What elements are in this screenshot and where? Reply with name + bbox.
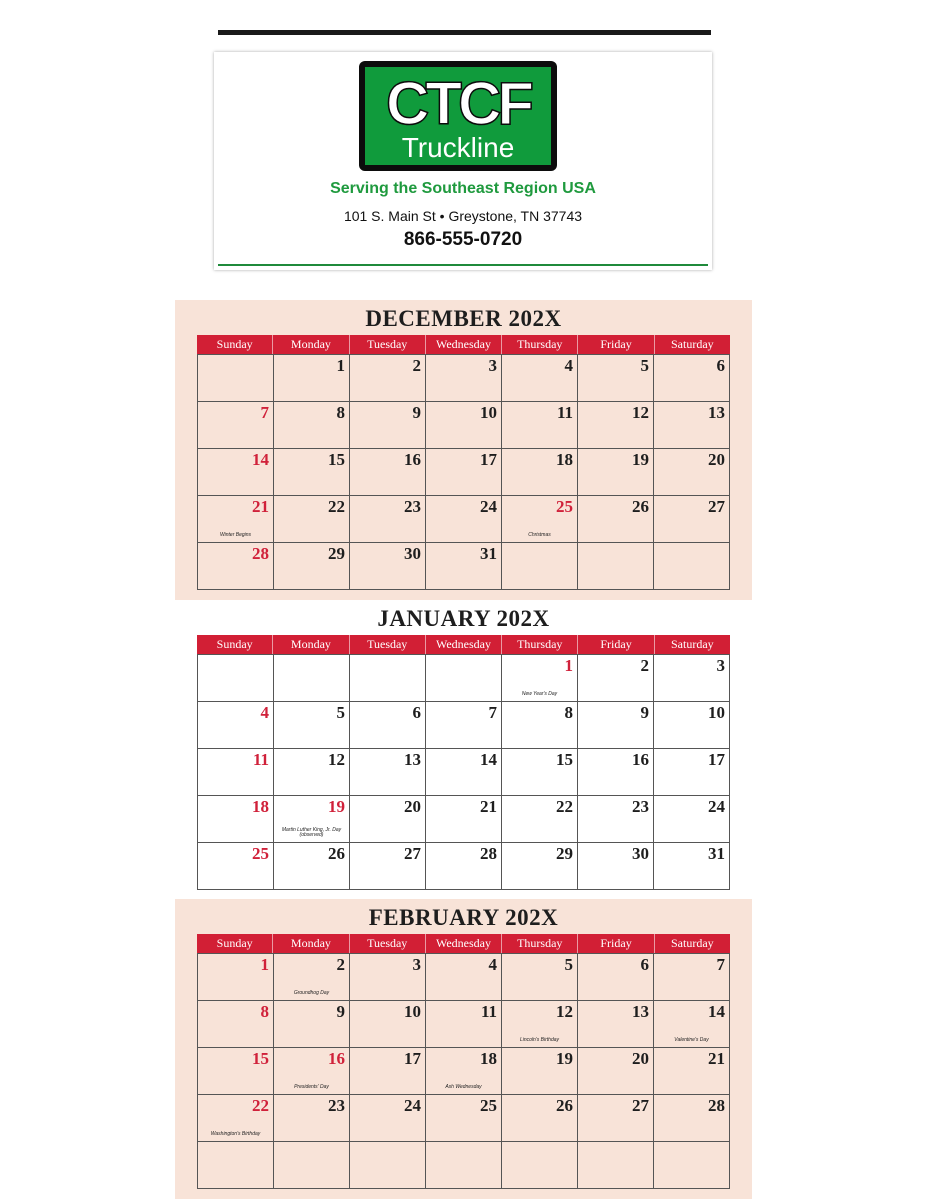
day-number: 25: [480, 1096, 497, 1115]
day-cell: [274, 543, 350, 589]
day-cell: [578, 1095, 654, 1141]
day-cell: [198, 655, 274, 701]
day-number: 3: [488, 356, 497, 375]
weekday-label: Saturday: [671, 337, 714, 351]
day-cell: [654, 1095, 730, 1141]
weeks-container: [197, 354, 730, 590]
holiday-note: Groundhog Day: [293, 990, 330, 996]
day-number: 31: [480, 544, 497, 563]
day-cell: [578, 402, 654, 448]
weekday-label: Saturday: [671, 637, 714, 651]
day-cell: [426, 1048, 502, 1094]
day-cell: [502, 655, 578, 701]
day-number: 10: [404, 1002, 421, 1021]
day-cell: [654, 1048, 730, 1094]
day-cell: [274, 796, 350, 842]
day-cell: [426, 796, 502, 842]
weekday-label: Thursday: [502, 335, 578, 354]
day-number: 8: [336, 403, 345, 422]
day-cell: [350, 796, 426, 842]
week-row: [198, 1142, 730, 1189]
day-cell: [502, 543, 578, 589]
holiday-note: Valentine's Day: [674, 1037, 709, 1043]
day-number: 11: [252, 750, 269, 769]
day-number: 18: [252, 797, 269, 816]
holiday-note: Martin Luther King, Jr. Day (observed): [281, 827, 342, 838]
day-number: 29: [328, 544, 345, 563]
weekday-header-row: [197, 335, 730, 354]
day-cell: [578, 796, 654, 842]
holiday-note: Washington's Birthday: [210, 1131, 261, 1137]
day-number: 23: [328, 1096, 345, 1115]
day-cell: [274, 449, 350, 495]
day-number: 31: [708, 844, 725, 863]
holiday-note: Lincoln's Birthday: [519, 1037, 560, 1043]
day-cell: [274, 1001, 350, 1047]
week-row: [198, 402, 730, 449]
day-number: 23: [632, 797, 649, 816]
day-number: 18: [480, 1049, 497, 1068]
day-number: 23: [404, 497, 421, 516]
day-cell: [198, 449, 274, 495]
week-row: [198, 749, 730, 796]
day-cell: [350, 543, 426, 589]
day-cell: [426, 355, 502, 401]
week-row: [198, 543, 730, 590]
day-number: 25: [252, 844, 269, 863]
weekday-label: Friday: [578, 335, 654, 354]
week-row: [198, 954, 730, 1001]
day-cell: [350, 655, 426, 701]
day-cell: [578, 1001, 654, 1047]
day-cell: [578, 543, 654, 589]
day-number: 10: [480, 403, 497, 422]
day-cell: [198, 496, 274, 542]
day-cell: [350, 1095, 426, 1141]
day-number: 9: [412, 403, 421, 422]
day-cell: [654, 702, 730, 748]
day-cell: [198, 749, 274, 795]
weekday-label: Tuesday: [350, 934, 426, 953]
day-cell: [274, 954, 350, 1000]
day-cell: [426, 1095, 502, 1141]
day-number: 5: [336, 703, 345, 722]
day-cell: [578, 843, 654, 889]
day-cell: [502, 1048, 578, 1094]
weekday-label: Monday: [273, 934, 349, 953]
day-number: 6: [640, 955, 649, 974]
day-number: 4: [260, 703, 269, 722]
weekday-label: Tuesday: [350, 335, 426, 354]
day-number: 26: [632, 497, 649, 516]
day-cell: [198, 1095, 274, 1141]
day-number: 24: [480, 497, 497, 516]
day-cell: [502, 1001, 578, 1047]
day-cell: [654, 954, 730, 1000]
day-number: 22: [328, 497, 345, 516]
holiday-note: Presidents' Day: [294, 1084, 329, 1090]
day-cell: [654, 355, 730, 401]
day-number: 7: [716, 955, 725, 974]
day-number: 4: [564, 356, 573, 375]
day-number: 13: [404, 750, 421, 769]
weekday-label: Thursday: [502, 934, 578, 953]
day-cell: [578, 702, 654, 748]
weekday-label: Tuesday: [350, 635, 426, 654]
weekday-header-row: [197, 635, 730, 654]
day-cell: [198, 1048, 274, 1094]
weekday-label: Wednesday: [426, 635, 502, 654]
day-cell: [654, 796, 730, 842]
day-cell: [350, 1001, 426, 1047]
day-number: 2: [336, 955, 345, 974]
day-cell: [198, 355, 274, 401]
week-row: [198, 449, 730, 496]
logo-wordmark: Truckline: [401, 132, 515, 163]
day-cell: [274, 655, 350, 701]
day-cell: [274, 1142, 350, 1188]
company-address: 101 S. Main St • Greystone, TN 37743: [343, 208, 583, 224]
day-number: 7: [260, 403, 269, 422]
day-cell: [274, 1095, 350, 1141]
month-january: [175, 600, 752, 900]
day-number: 14: [708, 1002, 725, 1021]
day-number: 19: [632, 450, 649, 469]
day-number: 22: [252, 1096, 269, 1115]
day-cell: [502, 954, 578, 1000]
week-row: [198, 1001, 730, 1048]
day-cell: [502, 796, 578, 842]
day-cell: [350, 749, 426, 795]
day-cell: [350, 1142, 426, 1188]
day-cell: [426, 702, 502, 748]
top-divider-bar: [218, 30, 711, 35]
day-number: 17: [480, 450, 497, 469]
day-cell: [426, 843, 502, 889]
day-cell: [502, 449, 578, 495]
day-number: 17: [708, 750, 725, 769]
day-number: 24: [708, 797, 725, 816]
day-cell: [654, 843, 730, 889]
day-number: 2: [640, 656, 649, 675]
day-cell: [274, 1048, 350, 1094]
day-number: 3: [716, 656, 725, 675]
day-cell: [654, 655, 730, 701]
day-number: 4: [488, 955, 497, 974]
day-cell: [426, 655, 502, 701]
day-number: 20: [404, 797, 421, 816]
day-cell: [578, 954, 654, 1000]
day-cell: [198, 702, 274, 748]
day-cell: [502, 1095, 578, 1141]
day-cell: [654, 449, 730, 495]
day-cell: [426, 543, 502, 589]
day-number: 12: [632, 403, 649, 422]
day-number: 18: [556, 450, 573, 469]
day-number: 6: [412, 703, 421, 722]
day-cell: [502, 843, 578, 889]
header-bottom-rule: [218, 264, 708, 266]
holiday-note: New Year's Day: [521, 691, 558, 697]
weekday-label: Friday: [578, 635, 654, 654]
day-number: 17: [404, 1049, 421, 1068]
day-number: 28: [252, 544, 269, 563]
day-cell: [350, 1048, 426, 1094]
day-number: 15: [556, 750, 573, 769]
day-number: 16: [632, 750, 649, 769]
day-number: 21: [480, 797, 497, 816]
calendar-grid: [197, 934, 730, 1189]
company-phone: 866-555-0720: [403, 229, 523, 250]
day-number: 9: [336, 1002, 345, 1021]
day-cell: [654, 749, 730, 795]
weekday-label: Thursday: [502, 635, 578, 654]
weeks-container: [197, 654, 730, 890]
day-cell: [350, 449, 426, 495]
day-cell: [578, 655, 654, 701]
day-number: 26: [328, 844, 345, 863]
day-number: 8: [260, 1002, 269, 1021]
weekday-label: Monday: [273, 335, 349, 354]
day-number: 16: [328, 1049, 345, 1068]
day-number: 9: [640, 703, 649, 722]
day-number: 30: [404, 544, 421, 563]
day-cell: [654, 1001, 730, 1047]
day-number: 25: [556, 497, 573, 516]
day-number: 27: [708, 497, 725, 516]
holiday-note: Christmas: [528, 532, 551, 538]
weekday-label: Monday: [273, 635, 349, 654]
day-cell: [198, 402, 274, 448]
week-row: [198, 1095, 730, 1142]
day-number: 21: [252, 497, 269, 516]
day-cell: [426, 1142, 502, 1188]
day-number: 27: [404, 844, 421, 863]
calendar-grid: [197, 635, 730, 890]
logo-letters: CTCF: [386, 70, 530, 137]
day-cell: [274, 402, 350, 448]
day-cell: [426, 749, 502, 795]
logo-background: [365, 67, 551, 165]
day-cell: [502, 402, 578, 448]
day-cell: [578, 355, 654, 401]
weekday-label: Sunday: [197, 335, 273, 354]
day-cell: [502, 749, 578, 795]
day-number: 24: [404, 1096, 421, 1115]
day-number: 15: [252, 1049, 269, 1068]
day-number: 13: [632, 1002, 649, 1021]
month-title: DECEMBER 202X: [365, 306, 562, 331]
day-cell: [502, 355, 578, 401]
day-number: 5: [640, 356, 649, 375]
day-number: 19: [556, 1049, 573, 1068]
day-number: 12: [556, 1002, 573, 1021]
week-row: [198, 1048, 730, 1095]
day-cell: [198, 796, 274, 842]
holiday-note: Winter Begins: [219, 532, 252, 538]
day-cell: [578, 1048, 654, 1094]
day-number: 27: [632, 1096, 649, 1115]
day-cell: [274, 702, 350, 748]
day-number: 1: [260, 955, 269, 974]
weeks-container: [197, 953, 730, 1189]
day-number: 16: [404, 450, 421, 469]
day-number: 22: [556, 797, 573, 816]
week-row: [198, 355, 730, 402]
day-number: 1: [564, 656, 573, 675]
calendar-grid: [197, 335, 730, 590]
day-number: 19: [328, 797, 345, 816]
day-number: 20: [632, 1049, 649, 1068]
day-cell: [654, 543, 730, 589]
day-number: 7: [488, 703, 497, 722]
day-cell: [578, 1142, 654, 1188]
weekday-header-row: [197, 934, 730, 953]
week-row: [198, 655, 730, 702]
advertiser-header: [214, 52, 712, 270]
day-cell: [274, 496, 350, 542]
day-cell: [426, 496, 502, 542]
weekday-label: Wednesday: [426, 335, 502, 354]
day-number: 3: [412, 955, 421, 974]
weekday-label: Wednesday: [426, 934, 502, 953]
day-cell: [578, 749, 654, 795]
day-number: 21: [708, 1049, 725, 1068]
day-cell: [198, 843, 274, 889]
day-number: 2: [412, 356, 421, 375]
day-cell: [274, 749, 350, 795]
day-number: 6: [716, 356, 725, 375]
day-cell: [274, 355, 350, 401]
month-december: [175, 300, 752, 600]
day-number: 11: [556, 403, 573, 422]
day-cell: [350, 402, 426, 448]
company-logo: [359, 61, 557, 171]
day-cell: [502, 702, 578, 748]
day-cell: [654, 496, 730, 542]
day-number: 14: [480, 750, 497, 769]
day-cell: [426, 1001, 502, 1047]
holiday-note: Ash Wednesday: [445, 1084, 482, 1090]
month-title: JANUARY 202X: [377, 606, 550, 631]
day-number: 1: [336, 356, 345, 375]
day-number: 15: [328, 450, 345, 469]
day-number: 11: [480, 1002, 497, 1021]
day-cell: [198, 1142, 274, 1188]
day-cell: [426, 954, 502, 1000]
day-cell: [350, 355, 426, 401]
week-row: [198, 843, 730, 890]
day-number: 28: [480, 844, 497, 863]
day-cell: [578, 496, 654, 542]
day-cell: [350, 496, 426, 542]
weekday-label: Friday: [578, 934, 654, 953]
day-number: 12: [328, 750, 345, 769]
day-number: 26: [556, 1096, 573, 1115]
day-number: 30: [632, 844, 649, 863]
day-cell: [654, 1142, 730, 1188]
day-cell: [274, 843, 350, 889]
day-cell: [654, 402, 730, 448]
day-number: 29: [556, 844, 573, 863]
weekday-label: Sunday: [197, 934, 273, 953]
day-cell: [198, 954, 274, 1000]
day-cell: [502, 1142, 578, 1188]
week-row: [198, 796, 730, 843]
day-cell: [198, 543, 274, 589]
day-number: 8: [564, 703, 573, 722]
day-cell: [578, 449, 654, 495]
week-row: [198, 496, 730, 543]
month-february: [175, 899, 752, 1199]
day-number: 13: [708, 403, 725, 422]
day-number: 20: [708, 450, 725, 469]
day-cell: [350, 843, 426, 889]
company-tagline: Serving the Southeast Region USA: [330, 180, 596, 197]
day-number: 28: [708, 1096, 725, 1115]
day-number: 10: [708, 703, 725, 722]
day-cell: [502, 496, 578, 542]
day-cell: [426, 449, 502, 495]
month-title: FEBRUARY 202X: [368, 905, 559, 930]
week-row: [198, 702, 730, 749]
day-cell: [426, 402, 502, 448]
day-cell: [350, 702, 426, 748]
weekday-label: Saturday: [671, 936, 714, 950]
day-number: 14: [252, 450, 269, 469]
weekday-label: Sunday: [197, 635, 273, 654]
day-number: 5: [564, 955, 573, 974]
day-cell: [350, 954, 426, 1000]
day-cell: [198, 1001, 274, 1047]
